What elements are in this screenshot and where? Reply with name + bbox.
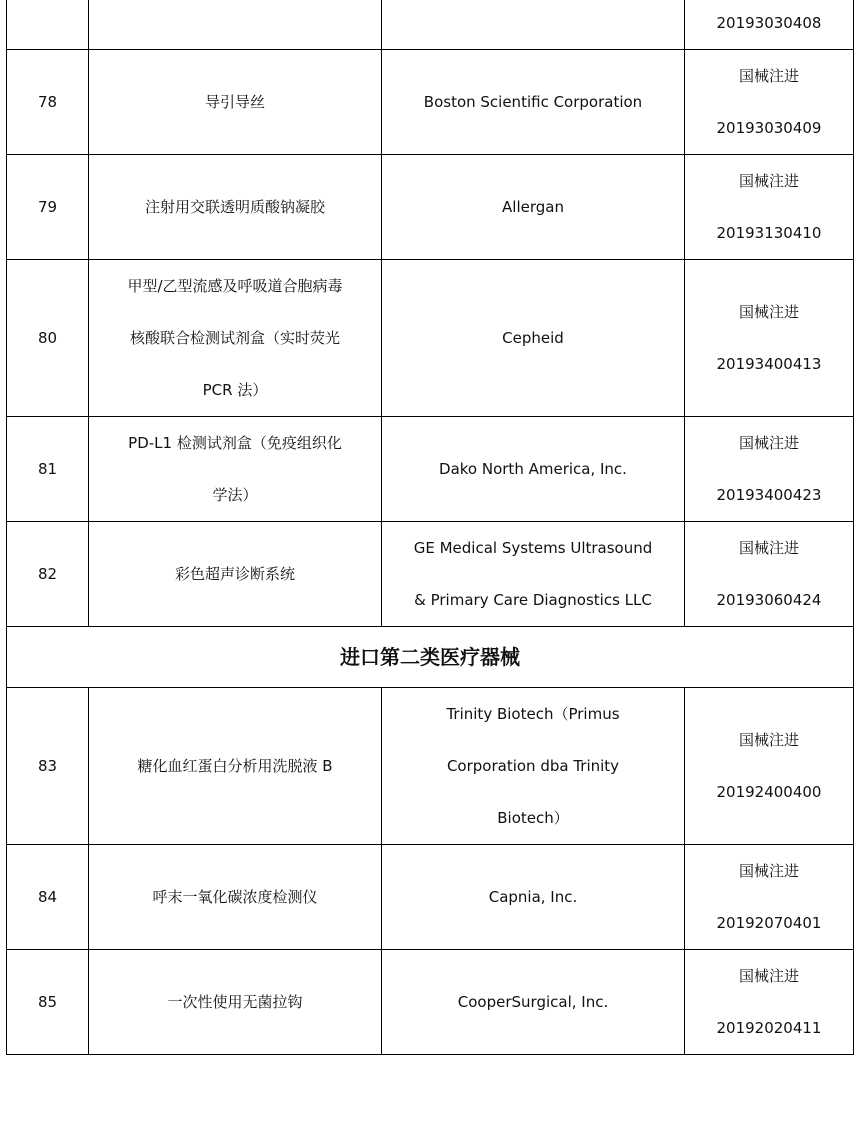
company-name [382,688,685,845]
company-name-line: Dako North America, Inc. [439,460,627,478]
registration-number [685,260,854,417]
row-number: 84 [7,845,89,950]
registration-number [685,688,854,845]
product-name-line: 呼末一氧化碳浓度检测仪 [152,888,318,906]
company-name-line: Boston Scientific Corporation [423,93,643,111]
registration-number [685,950,854,1055]
product-name-line: PCR 法） [202,381,268,399]
row-number: 80 [7,260,89,417]
company-name-line: GE Medical Systems Ultrasound [413,539,653,557]
table-row [7,522,854,627]
product-name [89,950,382,1055]
table-body-top [7,0,854,627]
company-name [382,260,685,417]
registration-number-line: 国械注进 [738,539,799,557]
company-name [382,0,685,50]
registration-number-line: 国械注进 [738,731,799,749]
company-name-line: & Primary Care Diagnostics LLC [414,591,652,609]
registration-number-line: 20192070401 [716,914,822,932]
registration-number-line: 国械注进 [738,967,799,985]
registration-number [685,0,854,50]
registration-number-line: 20192400400 [716,783,822,801]
registration-number [685,155,854,260]
product-name [89,155,382,260]
registration-number [685,417,854,522]
registration-number-line: 国械注进 [738,172,799,190]
device-registration-table [6,0,854,1055]
product-name [89,417,382,522]
registration-number-line: 国械注进 [738,303,799,321]
company-name-line: Corporation dba Trinity [446,757,620,775]
row-number: 79 [7,155,89,260]
company-name-line: Biotech） [497,809,569,827]
section-title: 进口第二类医疗器械 [7,627,854,688]
registration-number-line: 20193030408 [716,14,822,32]
product-name [89,260,382,417]
product-name [89,522,382,627]
row-number: 78 [7,50,89,155]
company-name [382,522,685,627]
row-number: 81 [7,417,89,522]
company-name-line: Cepheid [502,329,564,347]
product-name [89,0,382,50]
table-row [7,155,854,260]
company-name-line: Capnia, Inc. [488,888,578,906]
row-number [7,0,89,50]
registration-number-line: 国械注进 [738,67,799,85]
company-name-line: CooperSurgical, Inc. [457,993,609,1011]
product-name [89,845,382,950]
product-name-line: 导引导丝 [204,93,265,111]
row-number: 85 [7,950,89,1055]
registration-number-line: 20193130410 [716,224,822,242]
registration-number-line: 国械注进 [738,434,799,452]
registration-number [685,845,854,950]
company-name-line: Trinity Biotech（Primus [446,705,620,723]
registration-number-line: 20193400413 [716,355,822,373]
table-row [7,0,854,50]
product-name-line: 彩色超声诊断系统 [174,565,295,583]
table-row [7,845,854,950]
product-name [89,50,382,155]
product-name-line: 甲型/乙型流感及呼吸道合胞病毒 [127,277,343,295]
row-number: 83 [7,688,89,845]
section-header-body [7,627,854,688]
product-name-line: PD-L1 检测试剂盒（免疫组织化 [128,434,342,452]
registration-number-line: 国械注进 [738,862,799,880]
company-name [382,950,685,1055]
registration-number-line: 20193060424 [716,591,822,609]
product-name-line: 学法） [212,486,258,504]
table-body-bottom [7,688,854,1055]
registration-number-line: 20193030409 [716,119,822,137]
company-name [382,845,685,950]
company-name [382,155,685,260]
product-name-line: 核酸联合检测试剂盒（实时荧光 [129,329,340,347]
registration-number-line: 20192020411 [716,1019,822,1037]
product-name-line: 一次性使用无菌拉钩 [167,993,303,1011]
table-row [7,50,854,155]
registration-number [685,522,854,627]
company-name-line: Allergan [502,198,564,216]
product-name-line: 糖化血红蛋白分析用洗脱液 B [137,757,333,775]
company-name [382,50,685,155]
registration-number [685,50,854,155]
product-name-line: 注射用交联透明质酸钠凝胶 [144,198,325,216]
section-header-row [7,627,854,688]
row-number: 82 [7,522,89,627]
table-row [7,260,854,417]
table-row [7,688,854,845]
company-name [382,417,685,522]
registration-number-line: 20193400423 [716,486,822,504]
table-row [7,950,854,1055]
table-row [7,417,854,522]
product-name [89,688,382,845]
